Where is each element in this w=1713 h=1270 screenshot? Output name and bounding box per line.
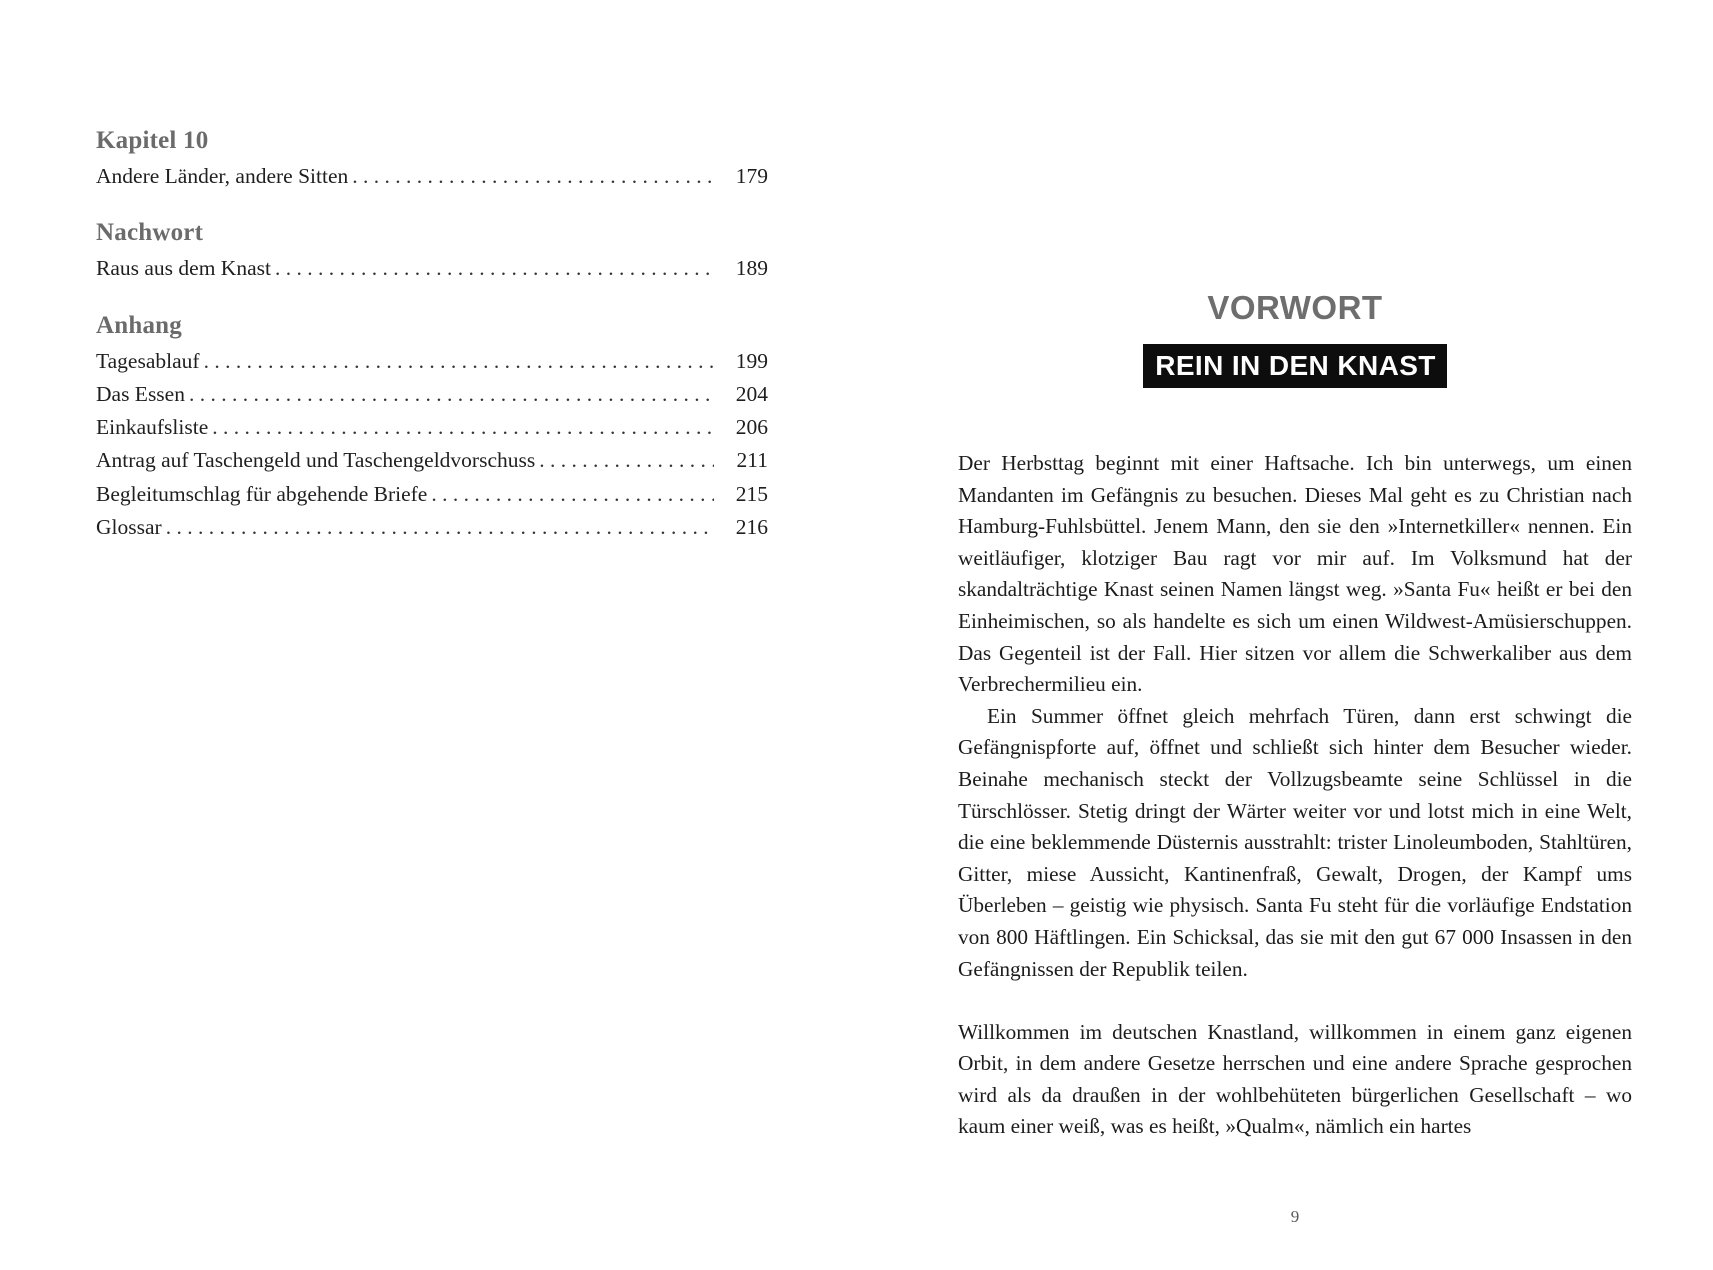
toc-entry-title: Das Essen (96, 381, 185, 406)
toc-entry-page: 216 (735, 515, 768, 540)
chapter-body (958, 448, 1632, 1143)
toc-entry-page: 206 (735, 415, 768, 440)
toc-heading: Nachwort (96, 219, 204, 247)
chapter-kicker: VORWORT (1207, 289, 1383, 326)
toc-entry[interactable] (96, 478, 768, 511)
toc-section-kapitel-10 (96, 122, 768, 193)
toc-entry-page: 189 (735, 256, 768, 281)
toc-dot-leader (352, 160, 714, 193)
page-number: 9 (1290, 1207, 1300, 1226)
toc-entry-title: Einkaufsliste (96, 415, 209, 440)
body-paragraph: Der Herbsttag beginnt mit einer Haftsache. Ich bin unterwegs, um einen Mandanten im Gefängnis zu besuchen. Dieses Mal geht es zu Christian nach Hamburg-Fuhlsbüttel. Jenem Mann, den sie den »Internetkiller« nennen. Ein weitläufiger, klotziger Bau ragt vor mir auf. Im Volksmund hat der skandalträchtige Knast seinen Namen längst weg. »Santa Fu« heißt er bei den Einheimischen, so als handelte es sich um einen Wildwest-Amüsierschuppen. Das Gegenteil ist der Fall. Hier sitzen vor allem die Schwerkaliber aus dem Verbrechermilieu ein. (958, 451, 1632, 697)
toc-entry[interactable] (96, 252, 768, 285)
chapter-page (958, 282, 1632, 1143)
toc-entry-page: 215 (735, 481, 768, 506)
toc-entry-title: Andere Länder, andere Sitten (96, 164, 349, 188)
toc-entry-page: 179 (735, 164, 768, 188)
toc-dot-leader (166, 511, 714, 544)
toc-dot-leader (204, 345, 714, 378)
toc-entry[interactable] (96, 378, 768, 411)
toc-entry[interactable] (96, 444, 768, 477)
toc-entry-title: Raus aus dem Knast (96, 256, 271, 281)
toc-entry-title: Begleitumschlag für abgehende Briefe (96, 481, 428, 506)
toc-section-anhang (96, 307, 768, 545)
toc-dot-leader (275, 252, 714, 285)
body-paragraph: Ein Summer öffnet gleich mehrfach Türen, dann erst schwingt die Gefängnispforte auf, öffnet und schließt sich hinter dem Besucher wieder. Beinahe mechanisch steckt der Vollzugsbeamte seine Schlüssel in die Türschlösser. Stetig dringt der Wärter weiter vor und lotst mich in eine Welt, die eine beklemmende Düsternis ausstrahlt: trister Linoleumboden, Stahltüren, Gitter, miese Aussicht, Kantinenfraß, Gewalt, Drogen, der Kampf ums Überleben – geistig wie physisch. Santa Fu steht für die vorläufige Endstation von 800 Häftlingen. Ein Schicksal, das sie mit den gut 67 000 Insassen in den Gefängnissen der Republik teilen. (958, 703, 1632, 981)
toc-section-nachwort (96, 214, 768, 285)
toc-heading: Anhang (96, 311, 182, 339)
toc-dot-leader (431, 478, 714, 511)
chapter-title-wrap (958, 344, 1632, 388)
toc-entry-title: Glossar (96, 515, 162, 540)
toc-entry-page: 199 (735, 348, 768, 373)
chapter-title: REIN IN DEN KNAST (1143, 344, 1447, 388)
toc-entry[interactable] (96, 345, 768, 378)
body-paragraph: Willkommen im deutschen Knastland, willkommen in einem ganz eigenen Orbit, in dem andere Gesetze herrschen und eine andere Sprache gesprochen wird als da draußen in der wohlbehüteten bürgerlichen Gesellschaft – wo kaum einer weiß, was es heißt, »Qualm«, nämlich ein hartes (958, 1019, 1632, 1139)
toc-entry[interactable] (96, 511, 768, 544)
toc-dot-leader (189, 378, 714, 411)
toc-entry-title: Antrag auf Taschengeld und Taschengeldvorschuss (96, 448, 536, 473)
toc-entry[interactable] (96, 160, 768, 193)
toc-dot-leader (539, 444, 714, 477)
table-of-contents (96, 122, 768, 565)
toc-dot-leader (212, 411, 714, 444)
toc-entry-page: 204 (735, 381, 768, 406)
toc-entry-page: 211 (736, 448, 768, 473)
toc-entry-title: Tagesablauf (96, 348, 200, 373)
toc-heading: Kapitel 10 (96, 127, 209, 154)
toc-entry[interactable] (96, 411, 768, 444)
